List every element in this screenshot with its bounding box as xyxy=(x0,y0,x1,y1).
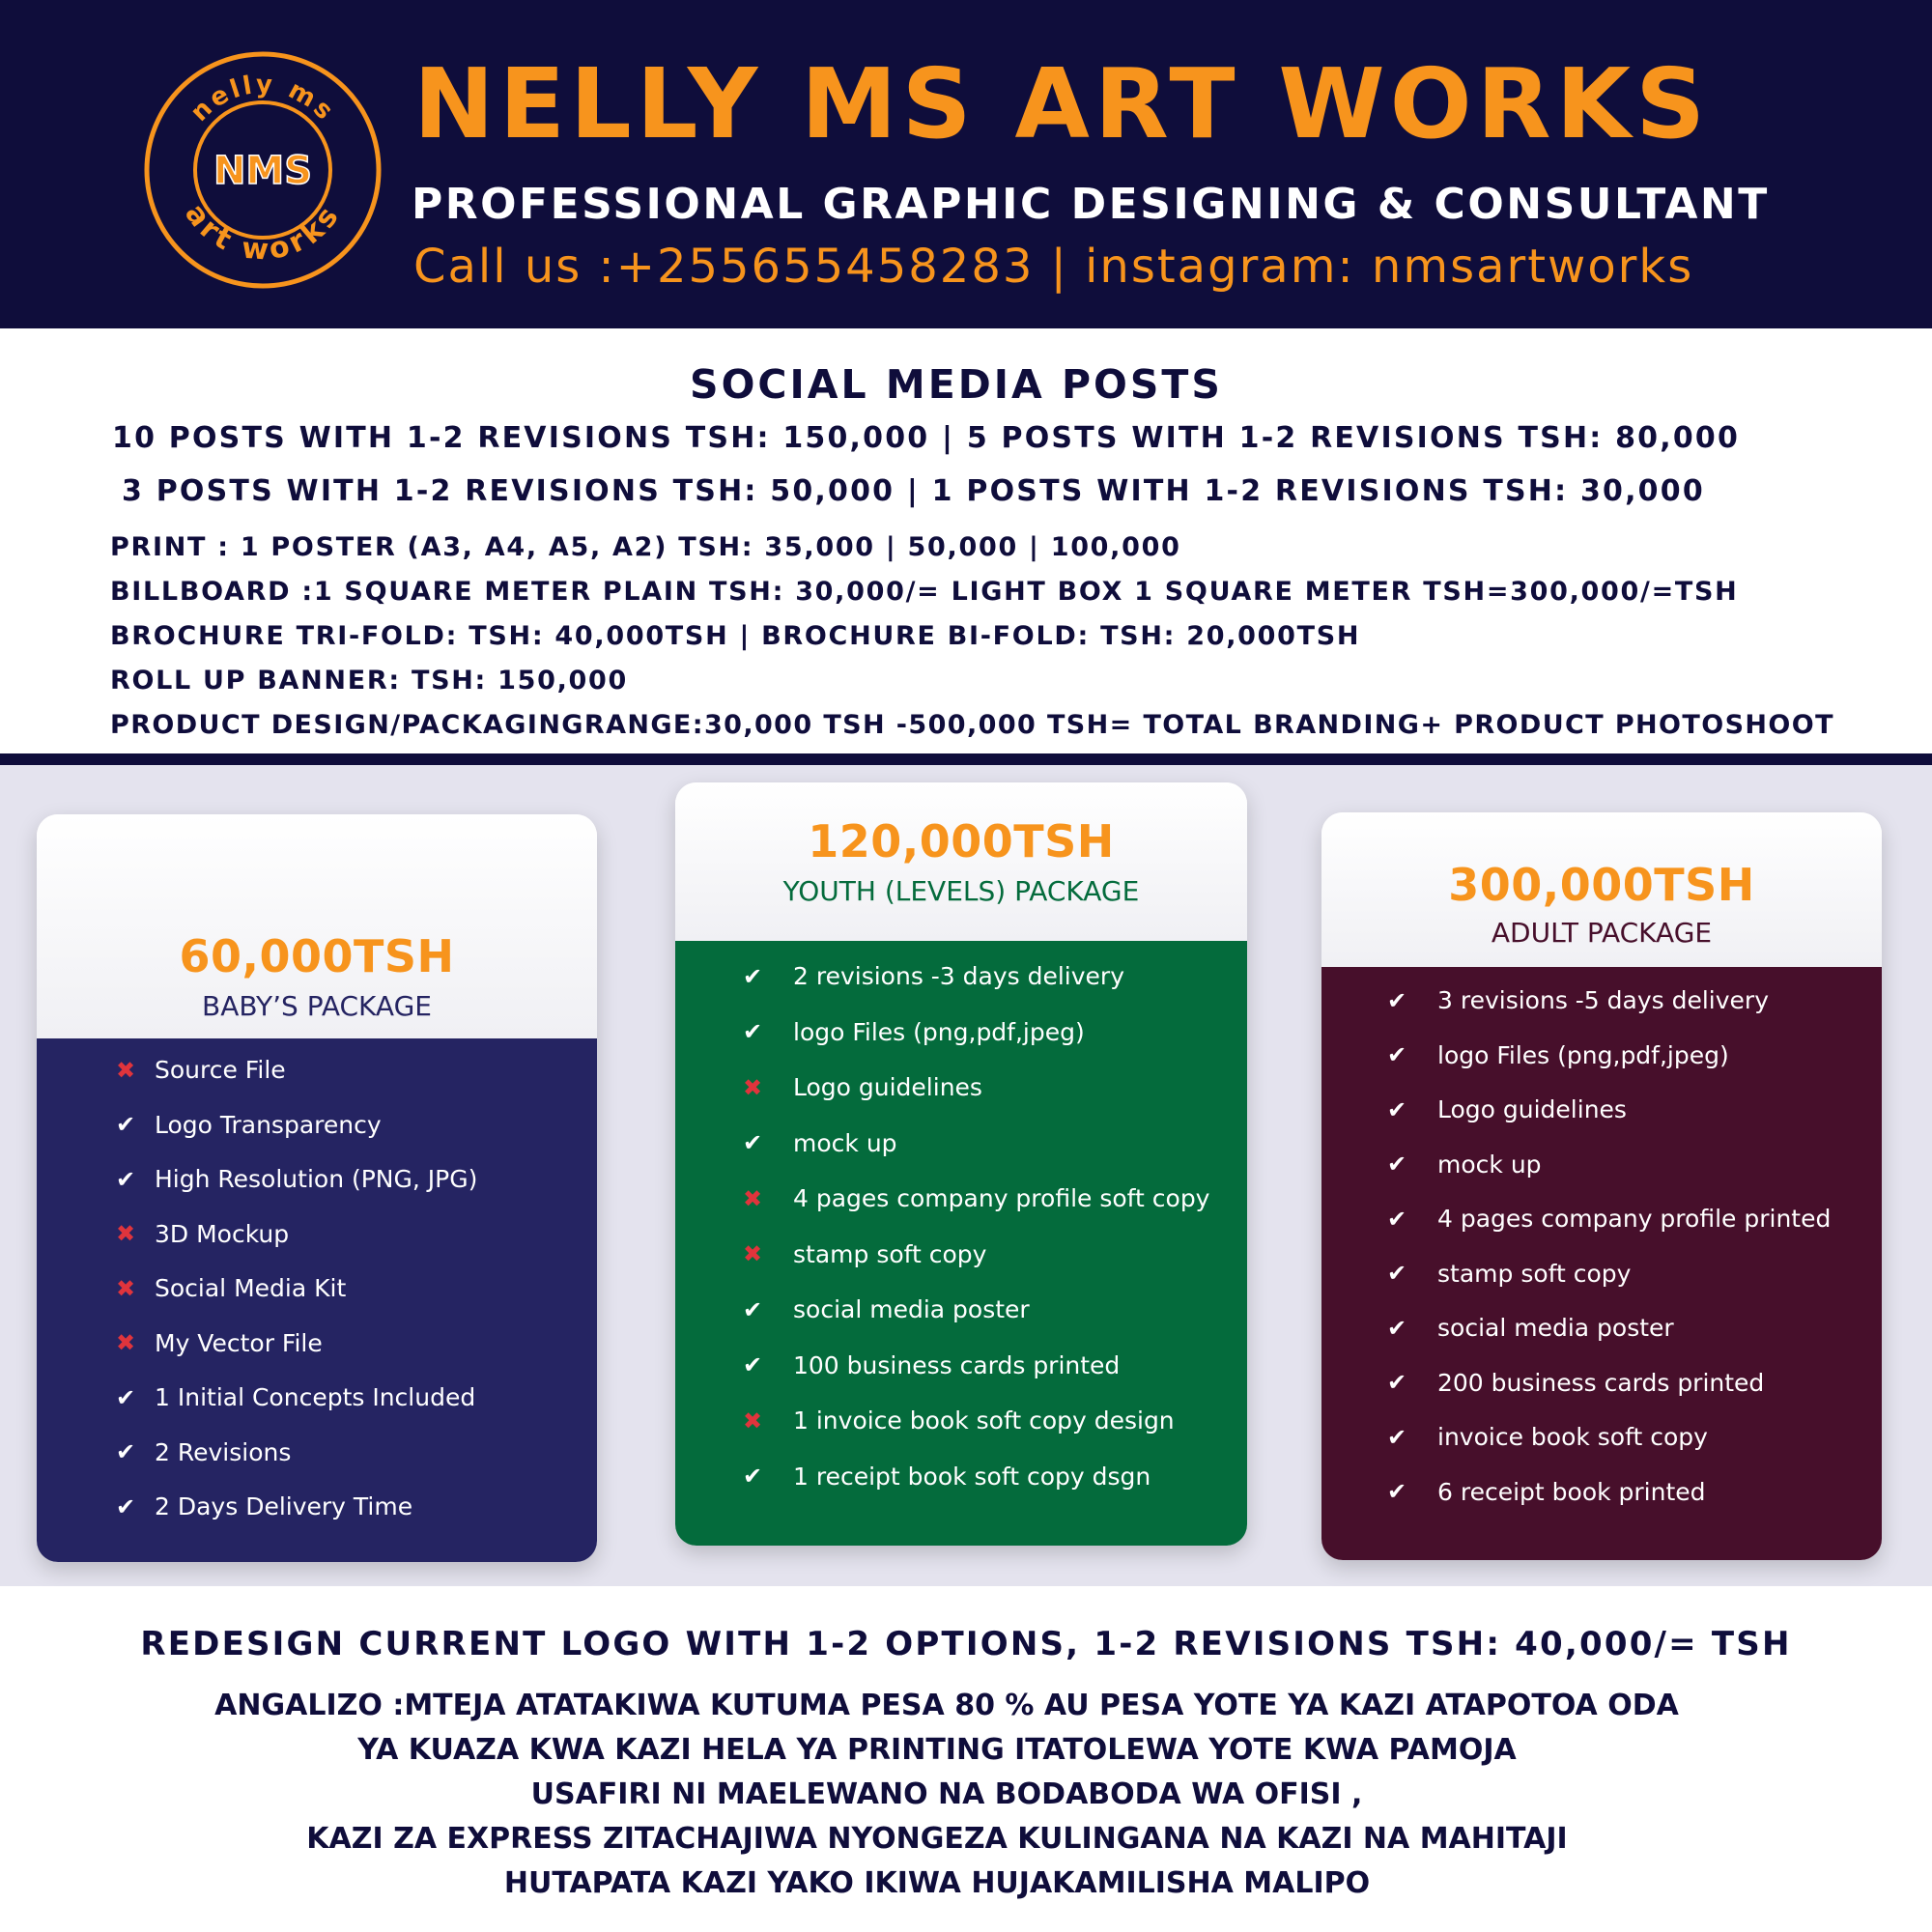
feature-label: 1 invoice book soft copy design xyxy=(793,1406,1175,1435)
check-icon: ✔ xyxy=(1387,1205,1407,1233)
feature-item xyxy=(116,1111,382,1139)
feature-label: social media poster xyxy=(1437,1314,1674,1342)
note-line: USAFIRI NI MAELEWANO NA BODABODA WA OFISI , xyxy=(530,1777,1363,1811)
feature-label: 3D Mockup xyxy=(155,1219,290,1248)
feature-label: logo Files (png,pdf,jpeg) xyxy=(793,1017,1085,1046)
feature-item xyxy=(1387,1314,1674,1342)
price-line-posts-10-5: 10 POSTS WITH 1-2 REVISIONS TSH: 150,000 | 5 POSTS WITH 1-2 REVISIONS TSH: 80,000 xyxy=(112,421,1741,455)
contact-info: Call us :+255655458283 | instagram: nmsartworks xyxy=(413,240,1694,294)
cross-icon: ✖ xyxy=(743,1184,763,1212)
feature-item xyxy=(743,1018,1085,1046)
price-line-brochure: BROCHURE TRI-FOLD: TSH: 40,000TSH | BROCHURE BI-FOLD: TSH: 20,000TSH xyxy=(110,621,1361,651)
package-price: 120,000TSH xyxy=(808,815,1115,867)
package-price: 300,000TSH xyxy=(1448,859,1755,911)
price-line-product: PRODUCT DESIGN/PACKAGINGRANGE:30,000 TSH -500,000 TSH= TOTAL BRANDING+ PRODUCT PHOTOSHOOT xyxy=(110,710,1834,740)
logo-text-top: nelly ms xyxy=(185,70,341,128)
svg-text:art works xyxy=(178,198,348,268)
svg-text:nelly ms xyxy=(185,71,341,128)
feature-item xyxy=(743,1184,1209,1212)
feature-label: stamp soft copy xyxy=(1437,1259,1632,1288)
feature-label: stamp soft copy xyxy=(793,1239,987,1268)
note-line: YA KUAZA KWA KAZI HELA YA PRINTING ITATOLEWA YOTE KWA PAMOJA xyxy=(357,1733,1517,1767)
price-line-rollup: ROLL UP BANNER: TSH: 150,000 xyxy=(110,666,628,696)
package-features xyxy=(1321,967,1882,1560)
check-icon: ✔ xyxy=(743,962,763,990)
cross-icon: ✖ xyxy=(116,1220,136,1247)
cross-icon: ✖ xyxy=(743,1073,763,1101)
feature-label: social media poster xyxy=(793,1295,1030,1323)
brand-logo xyxy=(143,50,383,290)
feature-item xyxy=(116,1329,323,1357)
feature-item xyxy=(116,1383,475,1411)
feature-item xyxy=(116,1165,477,1193)
feature-item xyxy=(743,1295,1030,1323)
feature-item xyxy=(743,962,1124,990)
feature-item xyxy=(1387,1423,1708,1451)
feature-label: 2 Days Delivery Time xyxy=(155,1492,413,1520)
packages-section xyxy=(0,765,1932,1586)
logo-monogram: NMS xyxy=(213,149,313,193)
check-icon: ✔ xyxy=(116,1111,136,1138)
check-icon: ✔ xyxy=(743,1351,763,1378)
feature-label: 2 revisions -3 days delivery xyxy=(793,962,1125,990)
feature-item xyxy=(116,1056,286,1084)
feature-item xyxy=(116,1492,412,1520)
section-divider xyxy=(0,753,1932,765)
feature-label: logo Files (png,pdf,jpeg) xyxy=(1437,1040,1729,1069)
footer-notes xyxy=(0,1586,1932,1932)
check-icon: ✔ xyxy=(1387,1041,1407,1068)
feature-item xyxy=(1387,1478,1706,1506)
feature-label: High Resolution (PNG, JPG) xyxy=(155,1165,478,1193)
note-line: KAZI ZA EXPRESS ZITACHAJIWA NYONGEZA KULINGANA NA KAZI NA MAHITAJI xyxy=(306,1822,1568,1856)
brand-subtitle: PROFESSIONAL GRAPHIC DESIGNING & CONSULTANT xyxy=(412,180,1770,229)
feature-label: 1 receipt book soft copy dsgn xyxy=(793,1462,1151,1491)
feature-item xyxy=(116,1220,289,1248)
feature-label: 3 revisions -5 days delivery xyxy=(1437,986,1770,1014)
feature-label: invoice book soft copy xyxy=(1437,1423,1708,1451)
feature-item xyxy=(743,1240,986,1268)
cross-icon: ✖ xyxy=(116,1056,136,1084)
package-features xyxy=(37,1038,597,1562)
feature-item xyxy=(743,1129,897,1157)
feature-label: 4 pages company profile printed xyxy=(1437,1205,1832,1233)
feature-label: 6 receipt book printed xyxy=(1437,1477,1706,1506)
feature-label: 2 Revisions xyxy=(155,1437,292,1466)
check-icon: ✔ xyxy=(1387,1260,1407,1287)
feature-item xyxy=(743,1351,1120,1379)
feature-item xyxy=(1387,1095,1627,1123)
check-icon: ✔ xyxy=(743,1295,763,1323)
feature-item xyxy=(743,1406,1175,1435)
feature-label: My Vector File xyxy=(155,1328,323,1357)
package-name: YOUTH (LEVELS) PACKAGE xyxy=(782,875,1140,907)
package-card-youth xyxy=(675,782,1247,1546)
redesign-offer: REDESIGN CURRENT LOGO WITH 1-2 OPTIONS, 1-2 REVISIONS TSH: 40,000/= TSH xyxy=(140,1625,1792,1663)
feature-item xyxy=(1387,1041,1729,1069)
feature-label: 4 pages company profile soft copy xyxy=(793,1184,1210,1212)
package-name: ADULT PACKAGE xyxy=(1491,917,1713,949)
check-icon: ✔ xyxy=(1387,1369,1407,1396)
feature-label: Logo guidelines xyxy=(793,1073,982,1101)
feature-label: Social Media Kit xyxy=(155,1274,347,1302)
package-card-adult xyxy=(1321,812,1882,1560)
check-icon: ✔ xyxy=(1387,1478,1407,1505)
feature-label: Logo Transparency xyxy=(155,1110,382,1139)
check-icon: ✔ xyxy=(1387,1095,1407,1123)
feature-item xyxy=(1387,1205,1831,1233)
feature-label: 100 business cards printed xyxy=(793,1350,1121,1379)
feature-item xyxy=(1387,1369,1764,1397)
cross-icon: ✖ xyxy=(743,1406,763,1435)
check-icon: ✔ xyxy=(743,1018,763,1045)
price-line-billboard: BILLBOARD :1 SQUARE METER PLAIN TSH: 30,000/= LIGHT BOX 1 SQUARE METER TSH=300,000/=TSH xyxy=(110,577,1739,607)
package-name: BABY’S PACKAGE xyxy=(202,990,432,1022)
price-line-print: PRINT : 1 POSTER (A3, A4, A5, A2) TSH: 35,000 | 50,000 | 100,000 xyxy=(110,532,1181,562)
feature-item xyxy=(1387,1260,1631,1288)
feature-label: mock up xyxy=(1437,1150,1542,1179)
note-line: HUTAPATA KAZI YAKO IKIWA HUJAKAMILISHA MALIPO xyxy=(503,1866,1371,1900)
check-icon: ✔ xyxy=(1387,1314,1407,1342)
feature-label: 1 Initial Concepts Included xyxy=(155,1383,476,1411)
check-icon: ✔ xyxy=(116,1438,136,1465)
package-header xyxy=(37,814,597,1038)
feature-label: mock up xyxy=(793,1128,897,1157)
check-icon: ✔ xyxy=(116,1492,136,1520)
cross-icon: ✖ xyxy=(116,1329,136,1356)
feature-label: 200 business cards printed xyxy=(1437,1368,1765,1397)
package-price: 60,000TSH xyxy=(179,930,455,982)
check-icon: ✔ xyxy=(116,1383,136,1411)
logo-text-bottom: art works xyxy=(178,197,348,268)
check-icon: ✔ xyxy=(1387,1151,1407,1178)
check-icon: ✔ xyxy=(1387,986,1407,1014)
feature-item xyxy=(116,1438,291,1466)
feature-item xyxy=(116,1274,346,1302)
price-line-posts-3-1: 3 POSTS WITH 1-2 REVISIONS TSH: 50,000 | 1 POSTS WITH 1-2 REVISIONS TSH: 30,000 xyxy=(122,474,1705,508)
feature-item xyxy=(743,1073,982,1101)
feature-label: Source File xyxy=(155,1056,286,1084)
feature-item xyxy=(1387,1151,1542,1179)
check-icon: ✔ xyxy=(743,1129,763,1156)
cross-icon: ✖ xyxy=(116,1274,136,1302)
package-features xyxy=(675,941,1247,1546)
price-list xyxy=(0,328,1932,753)
check-icon: ✔ xyxy=(1387,1423,1407,1451)
header-banner xyxy=(0,0,1932,328)
feature-label: Logo guidelines xyxy=(1437,1095,1627,1123)
check-icon: ✔ xyxy=(116,1165,136,1193)
feature-item xyxy=(743,1463,1151,1491)
package-header xyxy=(675,782,1247,941)
brand-title: NELLY MS ART WORKS xyxy=(413,47,1711,160)
price-list-title: SOCIAL MEDIA POSTS xyxy=(690,361,1223,408)
package-card-baby xyxy=(37,814,597,1562)
note-line: ANGALIZO :MTEJA ATATAKIWA KUTUMA PESA 80 % AU PESA YOTE YA KAZI ATAPOTOA ODA xyxy=(214,1689,1679,1722)
check-icon: ✔ xyxy=(743,1463,763,1490)
feature-item xyxy=(1387,986,1769,1014)
package-header xyxy=(1321,812,1882,967)
cross-icon: ✖ xyxy=(743,1240,763,1267)
